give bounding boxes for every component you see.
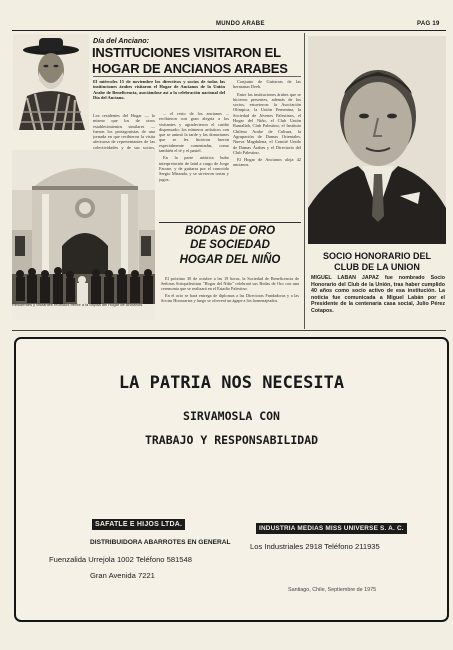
miss-universe-badge: INDUSTRIA MEDIAS MISS UNIVERSE S. A. C. <box>256 523 407 534</box>
safatle-address2: Gran Avenida 7221 <box>90 571 155 580</box>
bodas-headline-line3: HOGAR DEL NIÑO <box>179 254 281 266</box>
column-divider <box>304 33 305 329</box>
ad-dateline: Santiago, Chile, Septiembre de 1975 <box>288 587 377 593</box>
photo-caption: Residentes y visitantes reunidos frente a la capilla del Hogar de Ancianos. <box>12 302 144 307</box>
headline-rule <box>93 76 301 77</box>
advertisement-box <box>14 337 449 622</box>
article-column-c <box>233 79 301 221</box>
miss-universe-address: Los Industriales 2918 Teléfono 211935 <box>250 542 380 551</box>
bodas-headline-line1: BODAS DE ORO <box>184 225 276 237</box>
article-column-c-par2: Entre las instituciones árabes que se hicieron presentes, además de los socios, estuvieron: la Asociación Olímpica, la Unión Femenina, la Sociedad de Jóvenes Palestinos, el Hogar del Niño, el Club Unión Ramallah, Club Palestino, el Instituto Chileno Arabe de Cultura, la Agrupación de Damas Orientales, Nueva Magdalena, el Comité Unido de Damas Árabes y el Directorio del Club Palestino. <box>233 91 301 155</box>
ad-line1: LA PATRIA NOS NECESITA <box>118 373 345 393</box>
safatle-address: Fuenzalida Urrejola 1002 Teléfono 581548 <box>49 555 192 564</box>
bodas-body <box>161 276 299 305</box>
miguel-laban-portrait <box>308 36 446 244</box>
bodas-body-par2: En el acto se hará entrega de diplomas a las Directoras Fundadoras y a las Socias Honorarias y luego se ofrecerá un ágape a los homenajeados. <box>161 293 299 304</box>
article-column-c-par1: Conjunto de Guitarras de las hermanas Deeb. <box>233 79 301 90</box>
article-column-b <box>159 111 229 221</box>
ad-line2: SIRVAMOSLA CON <box>183 409 280 423</box>
article-column-b-par1: ... el resto de los ancianos ... recibieron con gran alegría a los visitantes y agradecieron el cariño dispensado; los números artísticos con que se animó la tarde y las donaciones que se les hicieron fueron especialmente comentadas, como también el té y el pastel. <box>159 111 229 154</box>
article-headline-line2: HOGAR DE ANCIANOS ARABES <box>92 61 288 76</box>
article-column-b-par2: En la parte artística hubo interpretación de laúd a cargo de Jorge Facuse, y de guitarra por el conocido Sergio Miranda, y se sirvieron tortas y jugos. <box>159 155 229 182</box>
article-lead: El miércoles 15 de noviembre los directivos y socios de todas las instituciones árabes visitaron el Hogar de Ancianos de la Unión Arabe de Beneficencia, asociándose así a la celebración nacional del Día del Anciano. <box>93 79 225 101</box>
socio-headline-line2: CLUB DE LA UNION <box>334 262 420 272</box>
socio-body: MIGUEL LABAN JAPAZ fue nombrado Socio Honorario del Club de la Unión, tras haber cumplido 40 años como socio activo de esa institución. La noticia fue comunicada a Miguel Labán por el Presidente de la centenaria casa social, Julio Pérez Cotapos. <box>311 275 445 314</box>
article-headline-line1: INSTITUCIONES VISITARON EL <box>92 45 281 60</box>
bodas-body-par1: El próximo 30 de octubre a las 19 horas, la Sociedad de Beneficencia de Señoras Siriopalestinas "Hogar del Niño" celebrará sus Bodas de Oro con una ceremonia que se realizará en el Estadio Palestino. <box>161 276 299 292</box>
header-rule <box>12 30 446 31</box>
safatle-badge: SAFATLE E HIJOS LTDA. <box>92 519 185 530</box>
page-number: PAG 19 <box>417 21 440 27</box>
safatle-subtitle: DISTRIBUIDORA ABARROTES EN GENERAL <box>90 539 231 546</box>
article-kicker: Día del Anciano: <box>93 36 150 45</box>
bodas-de-oro-article <box>159 222 301 323</box>
article-column-c-par3: El Hogar de Ancianos aloja 42 ancianos. <box>233 157 301 168</box>
bodas-headline-line2: DE SOCIEDAD <box>190 239 270 251</box>
elderly-man-photo <box>13 34 89 130</box>
publication-name: MUNDO ARABE <box>216 21 265 27</box>
chapel-crowd-photo <box>12 150 155 320</box>
socio-headline-line1: SOCIO HONORARIO DEL <box>322 251 431 261</box>
article-column-a: Los residentes del Hogar — lo mismo que los de otros establecimientos similares — fueron los protagonistas de una jornada en que recibieron la visita afectuosa de representantes de las colectividades y de sus socios, <box>93 113 155 150</box>
ad-line3: TRABAJO Y RESPONSABILIDAD <box>144 433 319 447</box>
section-rule <box>12 330 446 331</box>
